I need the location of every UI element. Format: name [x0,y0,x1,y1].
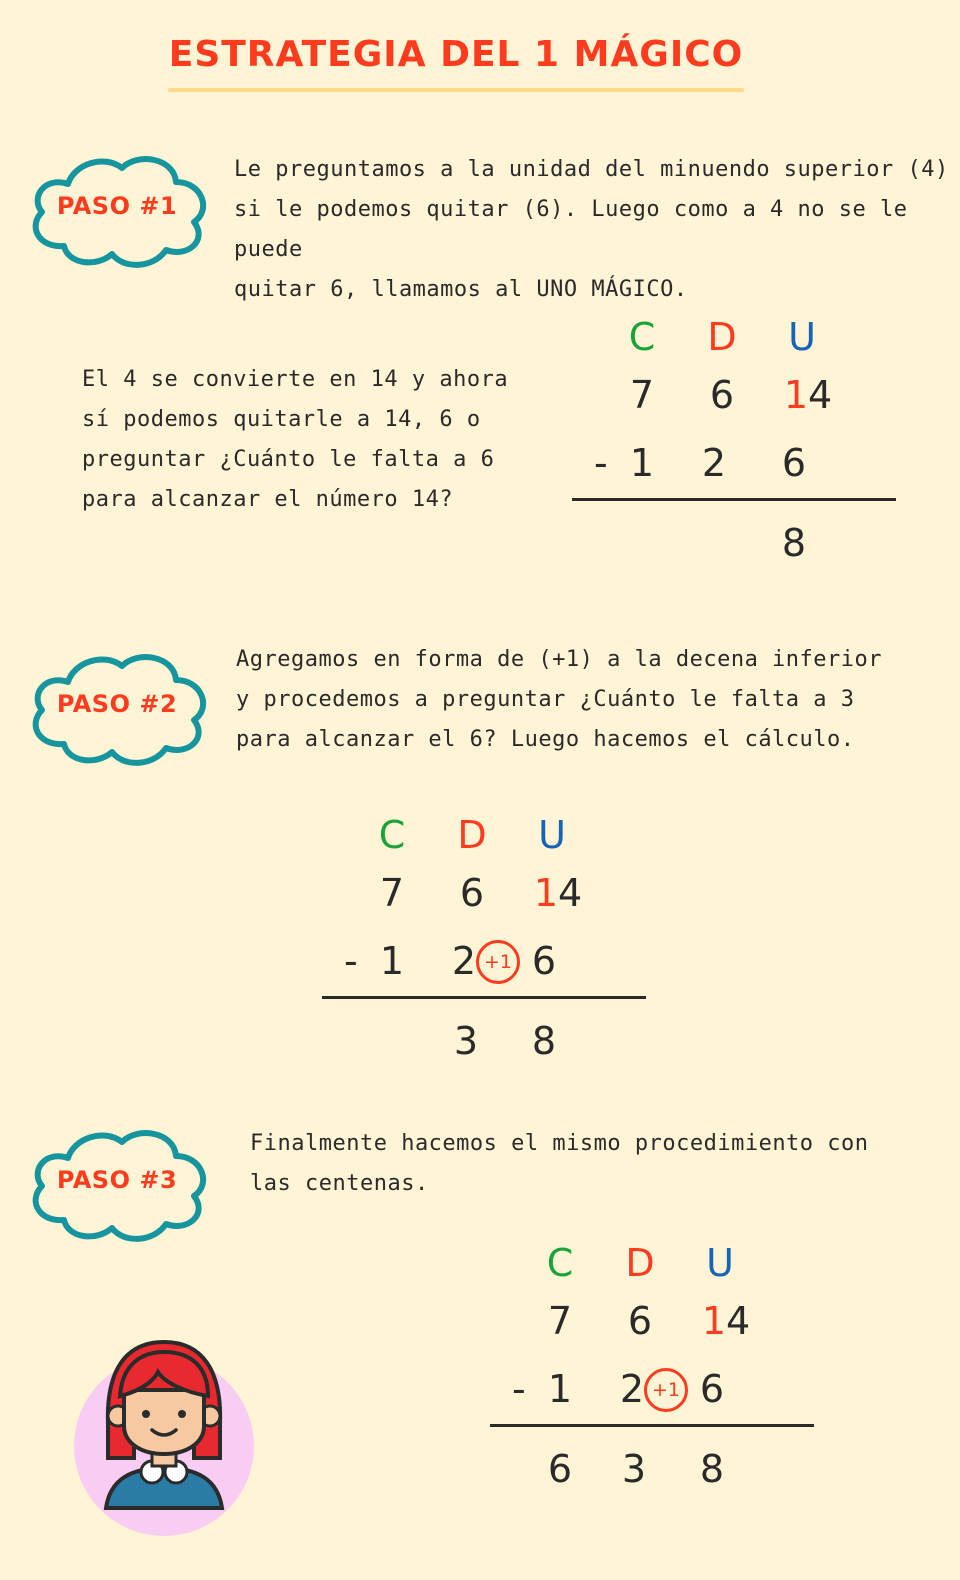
result-line [322,996,646,999]
text-line: quitar 6, llamamos al UNO MÁGICO. [234,277,688,302]
bottom-digit-d: 2 [451,939,477,983]
result-digit-c: 6 [547,1447,573,1491]
text-line: preguntar ¿Cuánto le falta a 6 [82,447,495,472]
bottom-digit-u: 6 [781,441,807,485]
step-1-label: PASO #1 [56,192,178,220]
column-header-d: D [457,813,487,857]
top-digit-u-rest: 4 [808,373,833,417]
bottom-digit-c: 1 [629,441,655,485]
top-digit-c: 7 [629,373,655,417]
minus-sign: - [344,939,358,983]
subtraction-step-1 [572,312,902,582]
result-digit-u: 8 [781,521,807,565]
column-header-u: U [538,813,566,857]
text-line: Agregamos en forma de (+1) a la decena inferior [236,647,883,672]
top-digit-u [768,370,848,420]
text-line: Finalmente hacemos el mismo procedimiento con [250,1131,869,1156]
subtraction-step-3 [490,1238,820,1508]
text-line: si le podemos quitar (6). Luego como a 4 no se le puede [234,197,908,262]
page-title: ESTRATEGIA DEL 1 MÁGICO [168,34,744,75]
column-header-u: U [788,315,816,359]
step-1-badge [24,146,210,274]
step-3-label: PASO #3 [56,1166,178,1194]
result-digit-u: 8 [699,1447,725,1491]
top-digit-d: 6 [709,373,735,417]
step-2-text [236,640,882,760]
result-line [572,498,896,501]
top-digit-u-rest: 4 [726,1299,751,1343]
bottom-digit-c: 1 [547,1367,573,1411]
step-2-badge [24,644,210,772]
bottom-digit-c: 1 [379,939,405,983]
column-header-u: U [706,1241,734,1285]
step-3-text [250,1124,869,1204]
bottom-digit-u: 6 [699,1367,725,1411]
step-1-text [234,150,960,310]
result-digit-d: 3 [621,1447,647,1491]
top-digit-u [686,1296,766,1346]
minus-sign: - [512,1367,526,1411]
text-line: las centenas. [250,1171,429,1196]
carry-plus-one: +1 [644,1368,688,1412]
text-line: Le preguntamos a la unidad del minuendo superior (4) [234,157,949,182]
column-header-d: D [707,315,737,359]
step-3-badge [24,1120,210,1248]
magic-one: 1 [533,871,558,915]
bottom-digit-d: 2 [701,441,727,485]
magic-one: 1 [701,1299,726,1343]
top-digit-u-rest: 4 [558,871,583,915]
result-digit-d: 3 [453,1019,479,1063]
top-digit-u [518,868,598,918]
text-line: El 4 se convierte en 14 y ahora [82,367,509,392]
magic-one: 1 [783,373,808,417]
bottom-digit-u: 6 [531,939,557,983]
result-digit-u: 8 [531,1019,557,1063]
minus-sign: - [594,441,608,485]
step-2-label: PASO #2 [56,690,178,718]
girl-avatar-icon [66,1330,266,1540]
bottom-digit-d: 2 [619,1367,645,1411]
top-digit-d: 6 [627,1299,653,1343]
text-line: para alcanzar el número 14? [82,487,454,512]
column-header-c: C [628,315,656,359]
text-line: sí podemos quitarle a 14, 6 o [82,407,481,432]
top-digit-d: 6 [459,871,485,915]
top-digit-c: 7 [547,1299,573,1343]
title-underline [168,88,744,92]
top-digit-c: 7 [379,871,405,915]
column-header-c: C [546,1241,574,1285]
subtraction-step-2 [322,810,652,1080]
text-line: para alcanzar el 6? Luego hacemos el cálculo. [236,727,855,752]
column-header-d: D [625,1241,655,1285]
result-line [490,1424,814,1427]
carry-plus-one: +1 [476,940,520,984]
column-header-c: C [378,813,406,857]
text-line: y procedemos a preguntar ¿Cuánto le falta a 3 [236,687,855,712]
side-explanation [82,360,508,520]
